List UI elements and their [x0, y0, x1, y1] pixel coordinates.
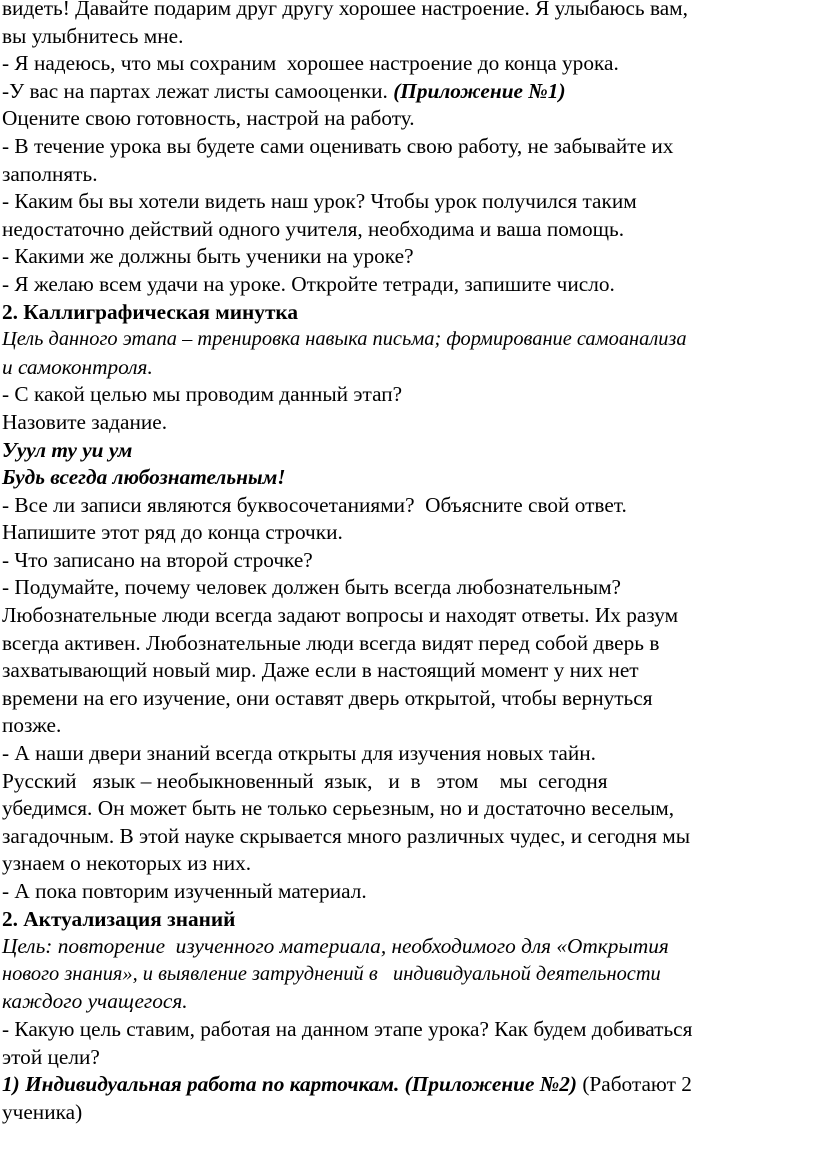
- text-line: Оцените свою готовность, настрой на работу.: [2, 106, 415, 131]
- text-line: - Подумайте, почему человек должен быть всегда любознательным?: [2, 575, 622, 600]
- text-line: заполнять.: [2, 161, 98, 186]
- calligraphy-sample: Уyул ту уи ум: [2, 437, 133, 462]
- text-line: недостаточно действий одного учителя, необходима и ваша помощь.: [2, 216, 625, 241]
- document-page: [2, 0, 814, 1126]
- task-title: 1) Индивидуальная работа по карточкам. (Приложение №2): [2, 1072, 577, 1097]
- text-line: - А наши двери знаний всегда открыты для изучения новых тайн.: [2, 741, 596, 766]
- text-line: видеть! Давайте подарим друг другу хорошее настроение. Я улыбаюсь вам,: [2, 0, 688, 20]
- text-line: [2, 78, 814, 106]
- text-line: - С какой целью мы проводим данный этап?: [2, 382, 403, 407]
- text-fragment: -У вас на партах лежат листы самооценки.: [2, 78, 394, 103]
- text-line: - Я желаю всем удачи на уроке. Откройте тетради, запишите число.: [2, 271, 615, 296]
- text-line: - Я надеюсь, что мы сохраним хорошее настроение до конца урока.: [2, 51, 619, 76]
- text-line: - Каким бы вы хотели видеть наш урок? Чтобы урок получился таким: [2, 189, 637, 214]
- text-line: всегда активен. Любознательные люди всегда видят перед собой дверь в: [2, 630, 660, 655]
- text-line: - В течение урока вы будете сами оценивать свою работу, не забывайте их: [2, 133, 674, 158]
- text-line: убедимся. Он может быть не только серьезным, но и достаточно веселым,: [2, 796, 675, 821]
- section-heading: 2. Актуализация знаний: [2, 906, 236, 931]
- text-line: захватывающий новый мир. Даже если в настоящий момент у них нет: [2, 658, 639, 683]
- text-line: этой цели?: [2, 1044, 100, 1069]
- section-goal: нового знания», и выявление затруднений в индивидуальной деятельности: [2, 962, 661, 985]
- calligraphy-sample: Будь всегда любознательным!: [2, 465, 286, 490]
- text-line: - Все ли записи являются буквосочетаниями? Объясните свой ответ.: [2, 492, 627, 517]
- appendix-reference: (Приложение №1): [393, 78, 566, 103]
- text-line: загадочным. В этой науке скрывается много различных чудес, и сегодня мы: [2, 823, 691, 848]
- section-goal: Цель данного этапа – тренировка навыка письма; формирование самоанализа: [2, 328, 687, 351]
- text-line: узнаем о некоторых из них.: [2, 851, 252, 876]
- text-line: Русский язык – необыкновенный язык, и в этом мы сегодня: [2, 768, 608, 793]
- text-line: - Что записано на второй строчке?: [2, 547, 313, 572]
- section-goal: и самоконтроля.: [2, 354, 153, 379]
- text-line: Любознательные люди всегда задают вопросы и находят ответы. Их разум: [2, 603, 679, 628]
- text-line: времени на его изучение, они оставят дверь открытой, чтобы вернуться: [2, 685, 653, 710]
- text-line: - А пока повторим изученный материал.: [2, 879, 367, 903]
- text-line: позже.: [2, 713, 62, 738]
- text-fragment: (Работают 2: [577, 1072, 692, 1097]
- text-line: - Какими же должны быть ученики на уроке?: [2, 244, 414, 269]
- section-goal: Цель: повторение изученного материала, необходимого для «Открытия: [2, 934, 669, 959]
- text-line: [2, 1071, 814, 1099]
- text-line: ученика): [2, 1099, 83, 1124]
- text-line: Назовите задание.: [2, 409, 168, 434]
- section-heading: 2. Каллиграфическая минутка: [2, 299, 299, 324]
- text-line: - Какую цель ставим, работая на данном этапе урока? Как будем добиваться: [2, 1016, 693, 1041]
- section-goal: каждого учащегося.: [2, 989, 188, 1014]
- text-line: Напишите этот ряд до конца строчки.: [2, 520, 343, 545]
- text-line: вы улыбнитесь мне.: [2, 23, 184, 48]
